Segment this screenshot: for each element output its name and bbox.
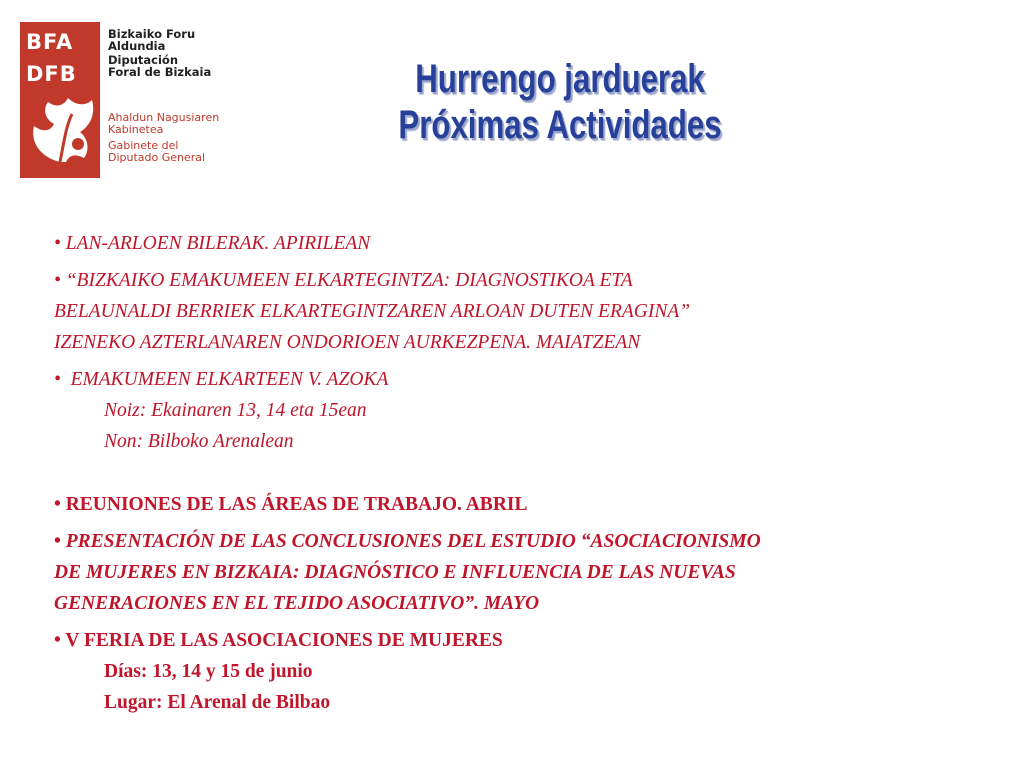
logo-sub-spanish — [108, 140, 205, 164]
logo-line: Bizkaiko Foru — [108, 27, 196, 41]
item-text: DE MUJERES EN BIZKAIA: DIAGNÓSTICO E INFLUENCIA DE LAS NUEVAS — [54, 562, 736, 583]
item-text: GENERACIONES EN EL TEJIDO ASOCIATIVO”. MAYO — [54, 593, 540, 614]
item-detail: Non: Bilboko Arenalean — [104, 431, 294, 452]
list-item — [54, 526, 1004, 619]
bfa-dfb-logo — [20, 22, 230, 182]
item-text: EMAKUMEEN ELKARTEEN V. AZOKA — [70, 369, 389, 390]
item-detail: Lugar: El Arenal de Bilbao — [104, 692, 331, 713]
list-item — [54, 625, 1004, 718]
page-title — [300, 56, 820, 148]
logo-sub-basque — [108, 112, 219, 136]
bullet: • — [54, 630, 61, 651]
logo-line: Aldundia — [108, 39, 166, 53]
logo-abbr-bottom: DFB — [26, 62, 77, 86]
item-text: PRESENTACIÓN DE LAS CONCLUSIONES DEL ESTUDIO “ASOCIACIONISMO — [65, 531, 761, 552]
logo-line: Ahaldun Nagusiaren — [108, 111, 220, 124]
list-item — [54, 364, 1004, 457]
logo-name-spanish — [108, 54, 211, 78]
item-detail: Días: 13, 14 y 15 de junio — [104, 661, 313, 682]
bullet: • — [54, 233, 61, 254]
bullet: • — [54, 494, 61, 515]
item-text: BELAUNALDI BERRIEK ELKARTEGINTZAREN ARLOAN DUTEN ERAGINA” — [54, 301, 691, 322]
title-basque: Hurrengo jarduerak — [415, 57, 705, 101]
logo-red-panel — [20, 22, 100, 178]
activities-list — [54, 228, 1004, 724]
item-text: LAN-ARLOEN BILERAK. APIRILEAN — [65, 233, 371, 254]
list-item — [54, 489, 1004, 520]
bullet: • — [54, 531, 61, 552]
bullet: • — [54, 369, 61, 390]
item-text: IZENEKO AZTERLANAREN ONDORIOEN AURKEZPENA. MAIATZEAN — [54, 332, 641, 353]
logo-line: Diputado General — [108, 151, 206, 164]
item-text: REUNIONES DE LAS ÁREAS DE TRABAJO. ABRIL — [65, 494, 528, 515]
list-item — [54, 228, 1004, 259]
logo-line: Diputación — [108, 53, 179, 67]
title-spanish: Próximas Actividades — [398, 103, 722, 147]
item-text: V FERIA DE LAS ASOCIACIONES DE MUJERES — [65, 630, 503, 651]
item-detail: Noiz: Ekainaren 13, 14 eta 15ean — [104, 400, 367, 421]
item-text: “BIZKAIKO EMAKUMEEN ELKARTEGINTZA: DIAGNOSTIKOA ETA — [65, 270, 633, 291]
logo-line: Kabinetea — [108, 123, 164, 136]
logo-abbr-top: BFA — [26, 30, 74, 54]
bullet: • — [54, 270, 61, 291]
list-item — [54, 265, 1004, 358]
logo-line: Gabinete del — [108, 139, 179, 152]
logo-line: Foral de Bizkaia — [108, 65, 212, 79]
logo-name-basque — [108, 28, 195, 52]
